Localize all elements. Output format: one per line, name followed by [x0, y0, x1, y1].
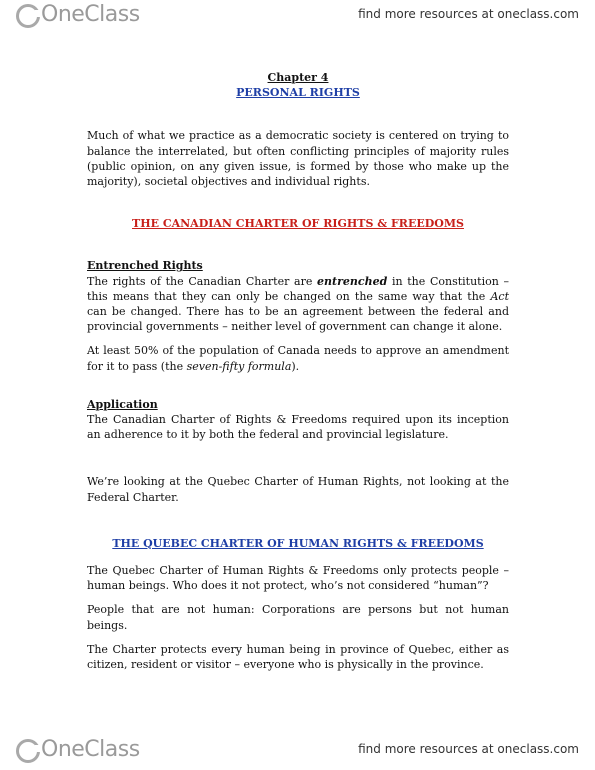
heading-application: Application [87, 397, 158, 411]
quebec-paragraph-3: The Charter protects every human being in province of Quebec, either as citizen, resident or visitor – everyone who is physically in the province. [87, 642, 509, 672]
top-banner [0, 0, 595, 34]
logo-text: OneClass [41, 737, 140, 762]
section-title-quebec-charter: THE QUEBEC CHARTER OF HUMAN RIGHTS & FREEDOMS [112, 536, 484, 550]
chapter-number: Chapter 4 [267, 71, 329, 84]
logo-text: OneClass [41, 2, 140, 27]
section-title-canadian-charter: THE CANADIAN CHARTER OF RIGHTS & FREEDOMS [132, 217, 464, 231]
oneclass-logo-footer[interactable] [16, 737, 140, 762]
quebec-paragraph-2: People that are not human: Corporations are persons but not human beings. [87, 603, 509, 632]
oneclass-logo[interactable] [16, 2, 140, 27]
entrenched-paragraph-1: The rights of the Canadian Charter are entrenched in the Constitution – this means that they can only be changed on the same way that the Act can be changed. There has to be an agreement between the federal and provincial governments – neither level of government can change it alone. [87, 274, 509, 334]
footer-tagline[interactable]: find more resources at oneclass.com [358, 742, 579, 756]
bottom-banner [0, 735, 595, 769]
intro-paragraph: Much of what we practice as a democratic society is centered on trying to balance the interrelated, but often conflicting principles of majority rules (public opinion, on any given issue, is formed by those who make up the majority), societal objectives and individual rights. [87, 129, 509, 189]
application-paragraph-1: The Canadian Charter of Rights & Freedoms required upon its inception an adherence to it by both the federal and provincial legislature. [87, 413, 509, 442]
logo-ring-icon [16, 4, 40, 28]
document-body [87, 70, 509, 672]
heading-entrenched-rights: Entrenched Rights [87, 259, 203, 273]
application-paragraph-2: We’re looking at the Quebec Charter of Human Rights, not looking at the Federal Charter. [87, 475, 509, 504]
entrenched-paragraph-2: At least 50% of the population of Canada needs to approve an amendment for it to pass (the seven-fifty formula). [87, 344, 509, 373]
header-tagline[interactable]: find more resources at oneclass.com [358, 7, 579, 21]
logo-ring-icon [16, 739, 40, 763]
quebec-paragraph-1: The Quebec Charter of Human Rights & Freedoms only protects people – human beings. Who does it not protect, who’s not considered “human”? [87, 564, 509, 593]
chapter-title: PERSONAL RIGHTS [236, 86, 360, 100]
